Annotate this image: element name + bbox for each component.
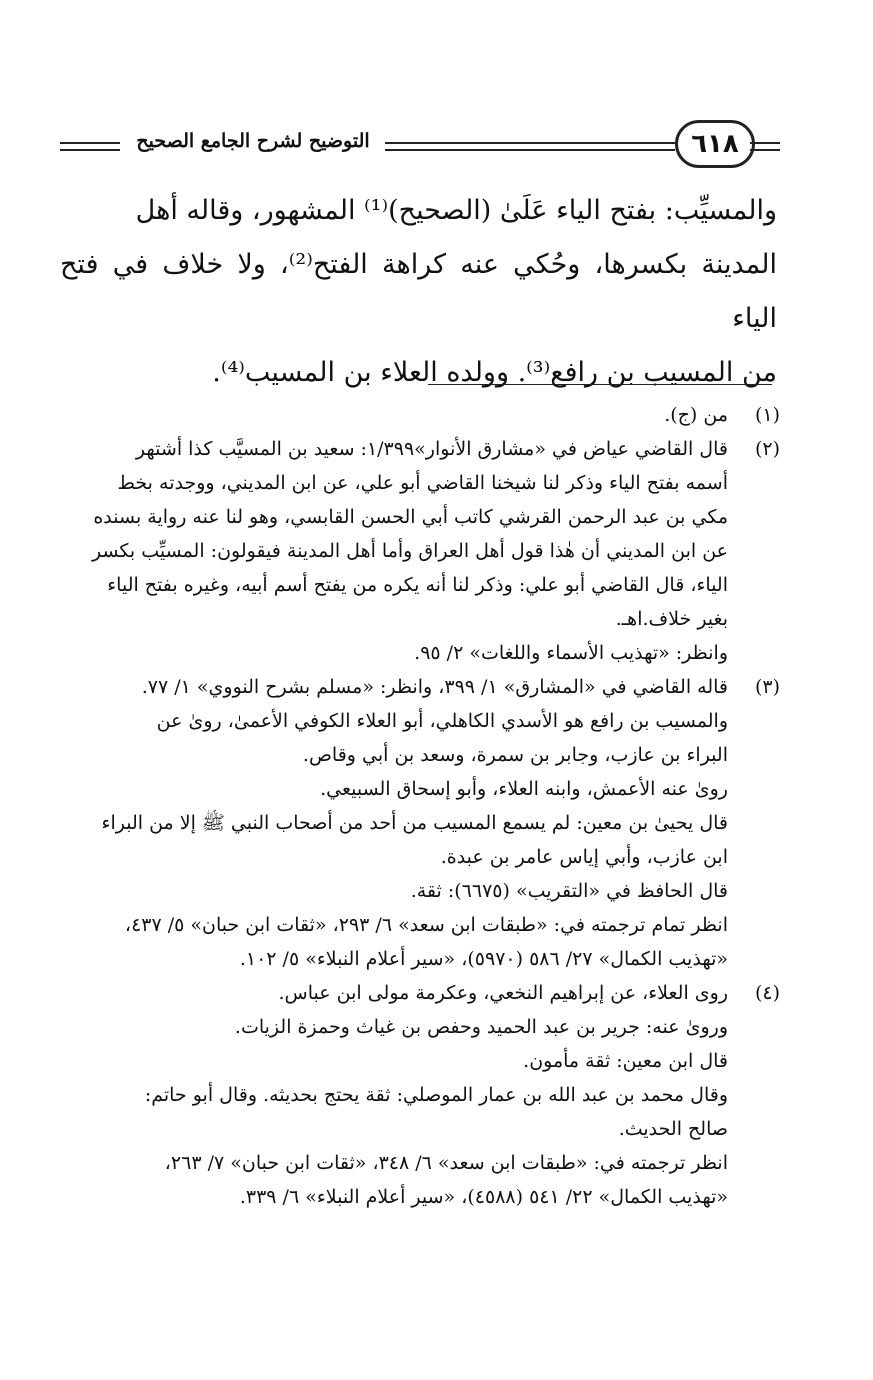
page-number: ٦١٨ (691, 129, 739, 159)
footnote-line: صالح الحديث. (618, 1118, 728, 1140)
footnote-line: قال يحيىٰ بن معين: لم يسمع المسيب من أحد من أصحاب النبي ﷺ إلا من البراء (101, 812, 728, 834)
footnote-line: وروىٰ عنه: جرير بن عبد الحميد وحفص بن غياث وحمزة الزيات. (234, 1016, 728, 1038)
footnote-2 (55, 432, 780, 670)
footnote-line: مكي بن عبد الرحمن القرشي كاتب أبي الحسن القابسي، وهو لنا عنه رواية بسنده (93, 506, 728, 528)
main-line: من المسيب بن رافع⁽³⁾. وولده العلاء بن المسيب⁽⁴⁾. (212, 357, 777, 388)
footnote-line: وقال محمد بن عبد الله بن عمار الموصلي: ثقة يحتج بحديثه. وقال أبو حاتم: (144, 1084, 728, 1106)
header-rule-right (750, 142, 780, 151)
header-rule-middle (385, 142, 675, 151)
footnote-number: (٤) (754, 982, 780, 1004)
footnote-line: روىٰ عنه الأعمش، وابنه العلاء، وأبو إسحاق السبيعي. (320, 778, 728, 800)
page-header (50, 118, 780, 174)
footnote-line: الياء، قال القاضي أبو علي: وذكر لنا أنه يكره من يفتح أسم أبيه، وغيره بفتح الياء (107, 574, 728, 596)
footnote-line: وانظر: «تهذيب الأسماء واللغات» ٢/ ٩٥. (414, 642, 728, 664)
footnote-line: انظر تمام ترجمته في: «طبقات ابن سعد» ٦/ ٢٩٣، «ثقات ابن حبان» ٥/ ٤٣٧، (124, 914, 728, 936)
footnote-line: ابن عازب، وأبي إياس عامر بن عبدة. (440, 846, 728, 868)
footnote-4 (55, 976, 780, 1214)
page-number-ornament (675, 120, 755, 168)
footnote-number: (١) (754, 404, 780, 426)
footnote-line: عن ابن المديني أن هٰذا قول أهل العراق وأما أهل المدينة فيقولون: المسيِّب بكسر (91, 540, 728, 562)
footnote-line: انظر ترجمته في: «طبقات ابن سعد» ٦/ ٣٤٨، «ثقات ابن حبان» ٧/ ٢٦٣، (164, 1152, 728, 1174)
footnote-number: (٣) (754, 676, 780, 698)
main-line: المدينة بكسرها، وحُكي عنه كراهة الفتح⁽²⁾، ولا خلاف في فتح الياء (60, 249, 778, 334)
footnote-separator (428, 384, 772, 385)
main-line: والمسيِّب: بفتح الياء عَلَىٰ (الصحيح)⁽¹⁾ المشهور، وقاله أهل (135, 195, 777, 226)
footnote-line: من (ج). (664, 404, 728, 426)
footnote-line: «تهذيب الكمال» ٢٧/ ٥٨٦ (٥٩٧٠)، «سير أعلام النبلاء» ٥/ ١٠٢. (239, 948, 728, 970)
header-rule-left (60, 142, 120, 151)
footnote-line: «تهذيب الكمال» ٢٢/ ٥٤١ (٤٥٨٨)، «سير أعلام النبلاء» ٦/ ٣٣٩. (239, 1186, 728, 1208)
footnote-line: والمسيب بن رافع هو الأسدي الكاهلي، أبو العلاء الكوفي الأعمىٰ، روىٰ عن (156, 710, 728, 732)
footnote-line: بغير خلاف.اهـ. (615, 608, 728, 630)
footnote-number: (٢) (754, 438, 780, 460)
footnote-line: أسمه بفتح الياء وذكر لنا شيخنا القاضي أبو علي، عن ابن المديني، ووجدته بخط (117, 472, 728, 494)
footnote-3 (55, 670, 780, 976)
main-text (60, 184, 777, 400)
footnote-line: قال ابن معين: ثقة مأمون. (523, 1050, 728, 1072)
footnotes (55, 398, 780, 1214)
footnote-1 (55, 398, 780, 432)
footnote-line: البراء بن عازب، وجابر بن سمرة، وسعد بن أبي وقاص. (302, 744, 728, 766)
footnote-line: قال الحافظ في «التقريب» (٦٦٧٥): ثقة. (410, 880, 728, 902)
footnote-line: روى العلاء، عن إبراهيم النخعي، وعكرمة مولى ابن عباس. (278, 982, 728, 1004)
footnote-line: قاله القاضي في «المشارق» ١/ ٣٩٩، وانظر: «مسلم بشرح النووي» ١/ ٧٧. (141, 676, 728, 698)
footnote-line: قال القاضي عياض في «مشارق الأنوار»١/٣٩٩: سعيد بن المسيَّب كذا أشتهر (135, 438, 728, 460)
running-title: التوضيح لشرح الجامع الصحيح (136, 130, 370, 152)
